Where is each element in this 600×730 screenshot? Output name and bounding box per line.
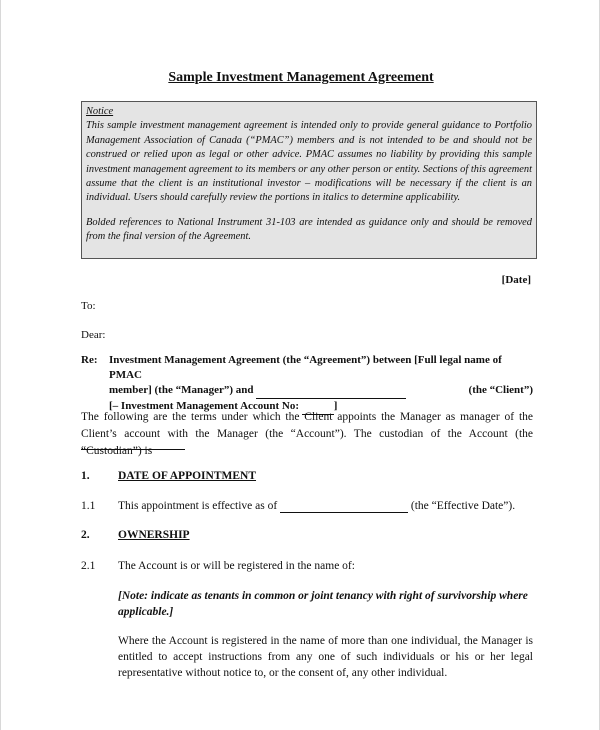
dear-label: Dear: (81, 329, 106, 341)
section-2-1 (81, 560, 355, 572)
section-1-title: DATE OF APPOINTMENT (118, 470, 257, 482)
re-line-1: Investment Management Agreement (the “Agreement”) between [Full legal name of PMAC (109, 354, 502, 381)
section-2-heading (81, 529, 190, 541)
section-1-1-suffix: (the “Effective Date”). (410, 500, 516, 512)
re-block (81, 353, 533, 415)
notice-paragraph-2: Bolded references to National Instrument 31-103 are intended as guidance only and should be removed from the final version of the Agreement. (86, 216, 532, 243)
ownership-note: [Note: indicate as tenants in common or joint tenancy with right of survivorship where applicable.] (118, 590, 528, 618)
date-placeholder: [Date] (501, 274, 531, 286)
section-2-title: OWNERSHIP (118, 529, 190, 541)
re-line-3-label: [– Investment Management Account No: (109, 400, 300, 412)
section-2-number: 2. (81, 529, 90, 541)
to-label: To: (81, 300, 96, 312)
intro-paragraph (81, 409, 533, 460)
intro-text: The following are the terms under which the Client appoints the Manager as manager of the Client’s account with the Manager (the “Account”). The custodian of the Account (the “Custodian”) is (81, 411, 533, 457)
notice-heading: Notice (86, 106, 114, 117)
section-2-1-text: The Account is or will be registered in the name of: (118, 560, 355, 572)
ownership-paragraph: Where the Account is registered in the name of more than one individual, the Manager is entitled to accept instructions from any one of such individuals or his or her legal representative without notice to, or the consent of, any other individual. (118, 635, 533, 679)
document-title: Sample Investment Management Agreement (168, 70, 434, 85)
notice-paragraph-1: This sample investment management agreement is intended only to provide general guidance to Portfolio Management Association of Canada (“PMAC”) members and is not intended to be and should not be construed or relied upon as legal or other advice. PMAC assumes no liability by providing this sample investment management agreement to its members or any other person or entity. Sections of this agreement assume that the client is an institutional investor – modifications will be necessary if the client is an individual. Users should carefully review the portions in italics to determine applicability. (86, 120, 532, 204)
re-line-2-left: member] (the “Manager”) and (109, 384, 254, 396)
re-label: Re: (81, 354, 98, 366)
re-line-3: [– Investment Management Account No: ] (109, 399, 533, 415)
section-1-heading (81, 470, 256, 482)
re-line-2 (109, 383, 533, 399)
re-line-2-right: (the “Client”) (468, 384, 533, 396)
section-1-1-number: 1.1 (81, 500, 96, 512)
section-1-number: 1. (81, 470, 90, 482)
notice-box (81, 101, 537, 259)
section-1-1 (81, 500, 515, 513)
section-1-1-text: This appointment is effective as of (118, 500, 278, 512)
section-2-1-number: 2.1 (81, 560, 96, 572)
effective-date-blank (280, 500, 408, 513)
custodian-blank (81, 449, 185, 450)
client-name-blank (256, 383, 406, 399)
